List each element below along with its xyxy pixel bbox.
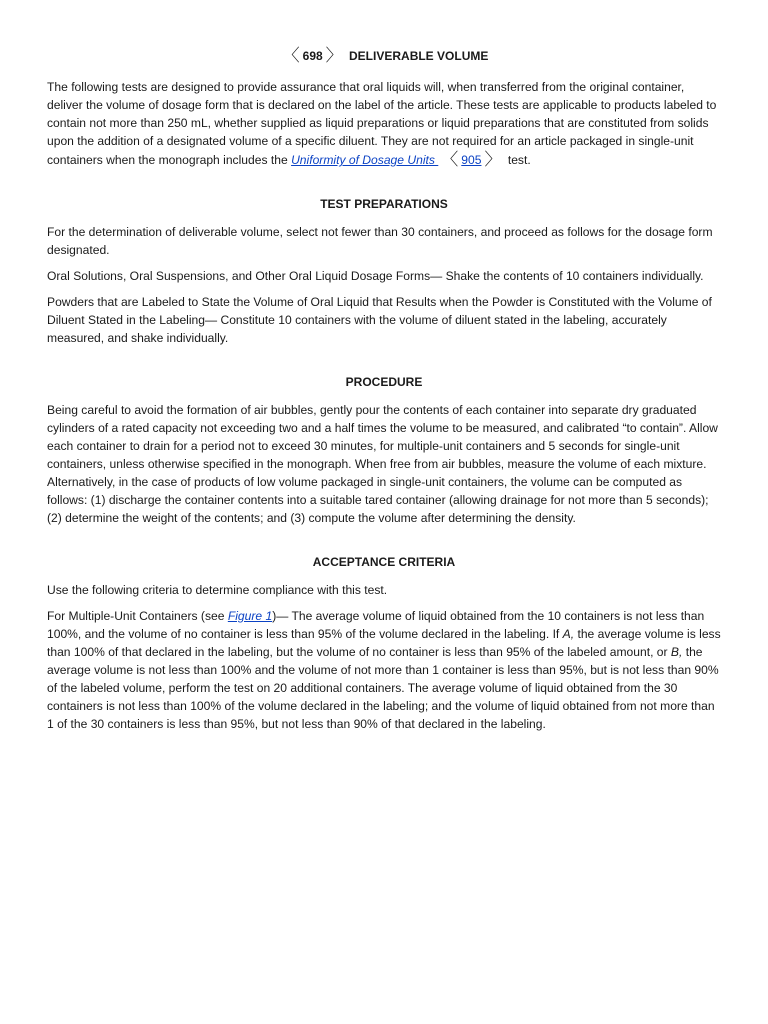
- variable-a: A,: [562, 627, 575, 641]
- powders-paragraph: Powders that are Labeled to State the Volume of Oral Liquid that Results when the Powder is Constituted with the Volume of Diluent Stated in the Labeling— Constitute 10 containers with the volume of diluent stated in the labeling, accurately measured, and shake individually.: [47, 295, 712, 345]
- intro-text: The following tests are designed to provide assurance that oral liquids will, when transferred from the original container, deliver the volume of dosage form that is declared on the label of the article. These tests are applicable to products labeled to contain not more than 250 mL, whether supplied as liquid preparations or liquid preparations that are constituted from solids upon the addition of a designated volume of a specific diluent. They are not required for an article packaged in single-unit containers when the monograph includes the: [47, 80, 717, 167]
- test-preparations-paragraph: For the determination of deliverable volume, select not fewer than 30 containers, and proceed as follows for the dosage form designated.: [47, 225, 713, 257]
- left-angle-bracket-icon: 〈: [282, 46, 300, 65]
- oral-solutions-paragraph: Oral Solutions, Oral Suspensions, and Other Oral Liquid Dosage Forms— Shake the contents of 10 containers individually.: [47, 269, 704, 283]
- multiple-unit-text-mid1: )— The average volume of liquid obtained from the 10 containers is not less than 100%, and the volume of no container is less than 95% of the volume declared in the labeling. If: [47, 609, 705, 641]
- chapter-number: 698: [302, 49, 323, 63]
- right-angle-bracket-icon: 〉: [325, 46, 343, 65]
- section-heading-procedure: PROCEDURE: [345, 375, 423, 389]
- chapter-title: [47, 46, 721, 65]
- multiple-unit-containers-paragraph: [47, 607, 721, 733]
- acceptance-intro-paragraph: Use the following criteria to determine compliance with this test.: [47, 583, 388, 597]
- chapter-title-text: DELIVERABLE VOLUME: [349, 49, 489, 63]
- section-heading-acceptance-criteria: ACCEPTANCE CRITERIA: [312, 555, 456, 569]
- figure-1-link[interactable]: Figure 1: [227, 609, 273, 623]
- multiple-unit-text-mid2: the average volume is less than 100% of that declared in the labeling, but the volume of no container is less than 95% of the labeled amount, or: [47, 627, 721, 659]
- procedure-paragraph: Being careful to avoid the formation of air bubbles, gently pour the contents of each container into separate dry graduated cylinders of a rated capacity not exceeding two and a half times the volume to be measured, and calibrated “to contain”. Allow each container to drain for a period not to exceed 30 minutes, for multiple-unit containers and 5 seconds for single-unit containers, unless otherwise specified in the monograph. When free from air bubbles, measure the volume of each mixture. Alternatively, in the case of products of low volume packaged in single-unit containers, the volume can be computed as follows: (1) discharge the container contents into a suitable tared container (allowing drainage for not more than 5 seconds); (2) determine the weight of the contents; and (3) compute the volume after determining the density.: [47, 403, 718, 525]
- chapter-905-link[interactable]: 905: [461, 153, 482, 167]
- section-heading-test-preparations: TEST PREPARATIONS: [320, 197, 448, 211]
- multiple-unit-text-start: For Multiple-Unit Containers (see: [47, 609, 228, 623]
- left-angle-bracket-icon: 〈: [441, 150, 459, 169]
- right-angle-bracket-icon: 〉: [484, 150, 502, 169]
- multiple-unit-text-end: the average volume is not less than 100% and the volume of not more than 1 container is less than 95%, but is not less than 90% of the labeled volume, perform the test on 20 additional containers. The average volume of liquid obtained from the 30 containers is not less than 100% of the volume declared in the labeling; and the volume of liquid obtained from not more than 1 of the 30 containers is less than 95%, but not less than 90% of that declared in the labeling.: [47, 645, 719, 731]
- uniformity-of-dosage-units-link[interactable]: Uniformity of Dosage Units: [291, 153, 439, 167]
- intro-paragraph: [47, 78, 721, 169]
- variable-b: B,: [670, 645, 683, 659]
- intro-text-end: test.: [507, 153, 531, 167]
